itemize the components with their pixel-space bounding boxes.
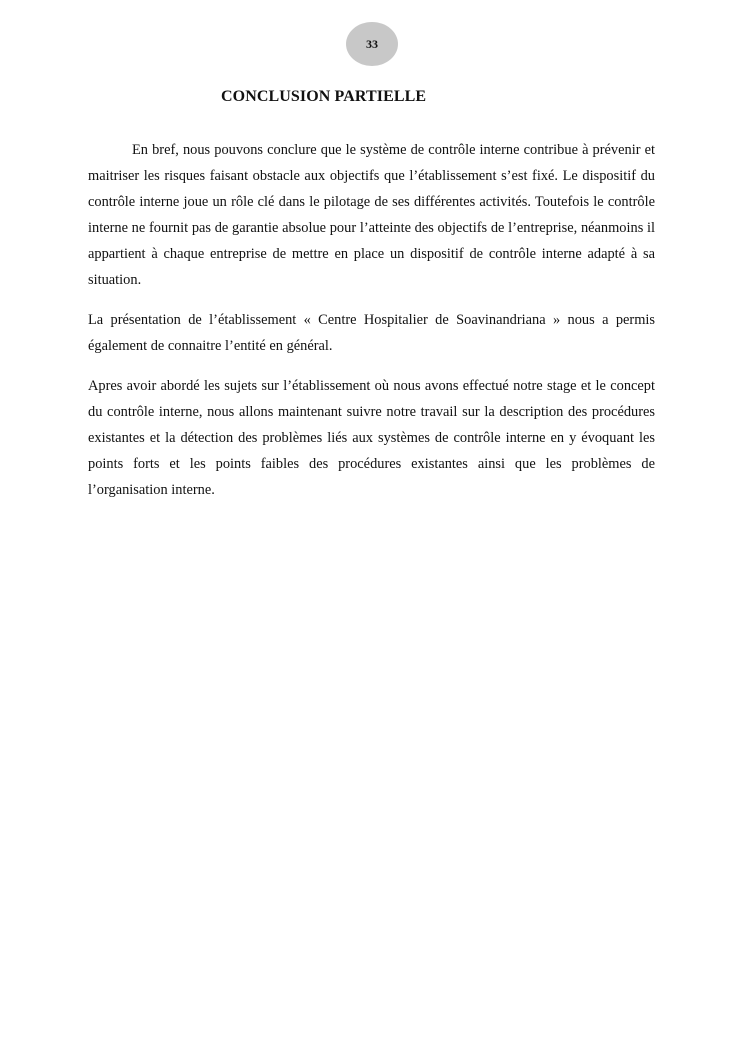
paragraph-next-steps: Apres avoir abordé les sujets sur l’établissement où nous avons effectué notre stage et le concept du contrôle interne, nous allons maintenant suivre notre travail sur la description des procédures existantes et la détection des problèmes liés aux systèmes de contrôle interne en y évoquant les points forts et les points faibles des procédures existantes ainsi que les problèmes de l’organisation interne.	[88, 378, 655, 498]
paragraph-presentation: La présentation de l’établissement « Centre Hospitalier de Soavinandriana » nous a permis également de connaitre l’entité en général.	[88, 312, 655, 354]
page-number-badge	[346, 22, 398, 66]
paragraph-conclusion: En bref, nous pouvons conclure que le système de contrôle interne contribue à prévenir et maitriser les risques faisant obstacle aux objectifs que l’établissement s’est fixé. Le dispositif du contrôle interne joue un rôle clé dans le pilotage de ses différentes activités. Toutefois le contrôle interne ne fournit pas de garantie absolue pour l’atteinte des objectifs de l’entreprise, néanmoins il appartient à chaque entreprise de mettre en place un dispositif de contrôle interne adapté à sa situation.	[88, 142, 655, 288]
section-title: CONCLUSION PARTIELLE	[221, 88, 427, 105]
page-number: 33	[366, 36, 378, 51]
